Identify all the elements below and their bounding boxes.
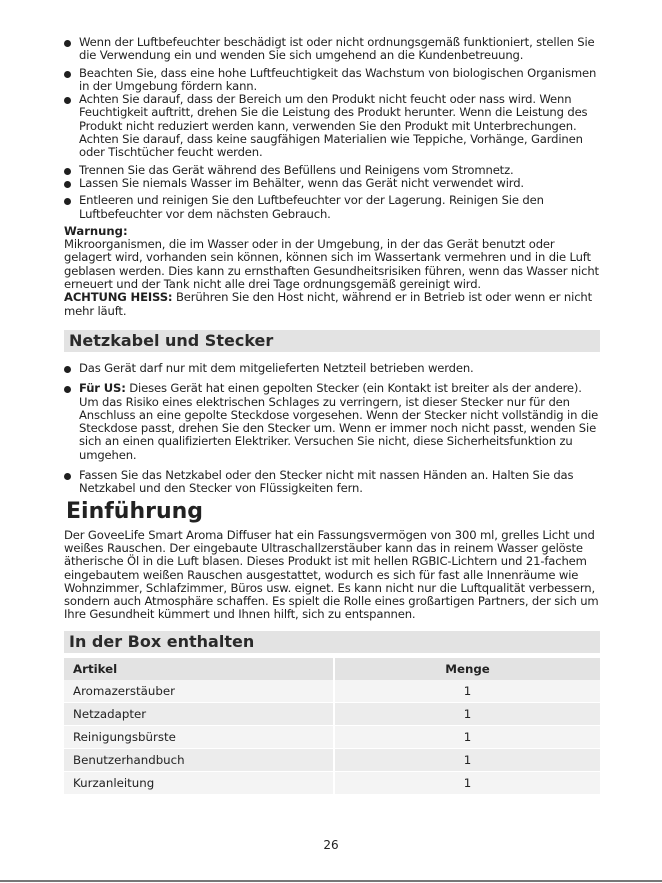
list-item: Fassen Sie das Netzkabel oder den Stecker nicht mit nassen Händen an. Halten Sie das Netzkabel und den Stecker von Flüssigkeiten fern. [64, 469, 600, 496]
list-item: Entleeren und reinigen Sie den Luftbefeuchter vor der Lagerung. Reinigen Sie den Luftbefeuchter vor dem nächsten Gebrauch. [64, 194, 600, 221]
table-row [64, 749, 600, 772]
qty-cell: 1 [335, 680, 600, 703]
page-number: 26 [323, 838, 339, 852]
table-row [64, 772, 600, 795]
qty-cell: 1 [335, 703, 600, 726]
qty-cell: 1 [335, 749, 600, 772]
section-header-cable: Netzkabel und Stecker [64, 330, 600, 352]
list-item: Das Gerät darf nur mit dem mitgelieferten Netzteil betrieben werden. [64, 362, 600, 375]
page-bottom-rule [0, 880, 662, 882]
list-item: Beachten Sie, dass eine hohe Luftfeuchtigkeit das Wachstum von biologischen Organismen in der Umgebung fördern kann. [64, 67, 600, 94]
section-header-box: In der Box enthalten [64, 631, 600, 653]
item-cell: Aromazerstäuber [64, 680, 335, 703]
list-item: Lassen Sie niemals Wasser im Behälter, wenn das Gerät nicht verwendet wird. [64, 177, 600, 190]
item-cell: Kurzanleitung [64, 772, 335, 795]
hot-warning-label: ACHTUNG HEISS: [64, 290, 173, 305]
list-item: Wenn der Luftbefeuchter beschädigt ist oder nicht ordnungsgemäß funktioniert, stellen Sie die Verwendung ein und wenden Sie sich umgehend an die Kundenbetreuung. [64, 36, 600, 63]
list-item: Trennen Sie das Gerät während des Befüllens und Reinigens vom Stromnetz. [64, 164, 600, 177]
table-header-row [64, 658, 600, 680]
item-cell: Netzadapter [64, 703, 335, 726]
us-label: Für US: [79, 381, 126, 396]
hot-warning [64, 291, 600, 318]
intro-title: Einführung [66, 498, 204, 524]
warning-text: Mikroorganismen, die im Wasser oder in der Umgebung, in der das Gerät benutzt oder gelagert wird, vorhanden sein können, können sich im Wassertank vermehren und in die Luft geblasen werden. Dies kann zu ernsthaften Gesundheitsrisiken führen, wenn das Wasser nicht erneuert und der Tank nicht alle drei Tage ordnungsgemäß gereinigt wird. [64, 237, 599, 292]
page-content [64, 36, 600, 795]
list-item [64, 382, 600, 462]
box-contents-table [64, 658, 600, 795]
safety-list [64, 36, 600, 221]
item-cell: Reinigungsbürste [64, 726, 335, 749]
item-cell: Benutzerhandbuch [64, 749, 335, 772]
table-row [64, 680, 600, 703]
column-header-qty: Menge [335, 658, 600, 680]
us-text: Dieses Gerät hat einen gepolten Stecker (ein Kontakt ist breiter als der andere). Um das Risiko eines elektrischen Schlages zu verringern, ist dieser Stecker nur für den Anschluss an eine gepolte Steckdose vorgesehen. Wenn der Stecker nicht vollständig in die Steckdose passt, drehen Sie den Stecker um. Wenn er immer noch nicht passt, wenden Sie sich an einen qualifizierten Elektriker. Versuchen Sie nicht, diese Sicherheitsfunktion zu umgehen. [79, 381, 599, 462]
qty-cell: 1 [335, 772, 600, 795]
list-item: Achten Sie darauf, dass der Bereich um den Produkt nicht feucht oder nass wird. Wenn Feuchtigkeit auftritt, drehen Sie die Leistung des Produkt herunter. Wenn die Leistung des Produkt nicht reduziert werden kann, verwenden Sie den Produkt mit Unterbrechungen. Achten Sie darauf, dass keine saugfähigen Materialien wie Teppiche, Vorhänge, Gardinen oder Tischtücher feucht werden. [64, 93, 600, 159]
qty-cell: 1 [335, 726, 600, 749]
column-header-item: Artikel [64, 658, 335, 680]
intro-text: Der GoveeLife Smart Aroma Diffuser hat ein Fassungsvermögen von 300 ml, grelles Licht und weißes Rauschen. Der eingebaute Ultraschallzerstäuber kann das in reinem Wasser gelöste ätherische Öl in die Luft blasen. Dieses Produkt ist mit hellen RGBIC-Lichtern und 21-fachem eingebautem weißen Rauschen ausgestattet, wodurch es sich für fast alle Innenräume wie Wohnzimmer, Schlafzimmer, Büros usw. eignet. Es kann nicht nur die Luftqualität verbessern, sondern auch Atmosphäre schaffen. Es spielt die Rolle eines großartigen Partners, der sich um Ihre Gesundheit kümmert und Ihnen hilft, sich zu entspannen. [64, 527, 599, 622]
cable-list [64, 362, 600, 496]
table-row [64, 726, 600, 749]
hot-warning-text: Berühren Sie den Host nicht, während er in Betrieb ist oder wenn er nicht mehr läuft. [64, 290, 593, 318]
warning-title: Warnung: [64, 223, 128, 238]
table-row [64, 703, 600, 726]
